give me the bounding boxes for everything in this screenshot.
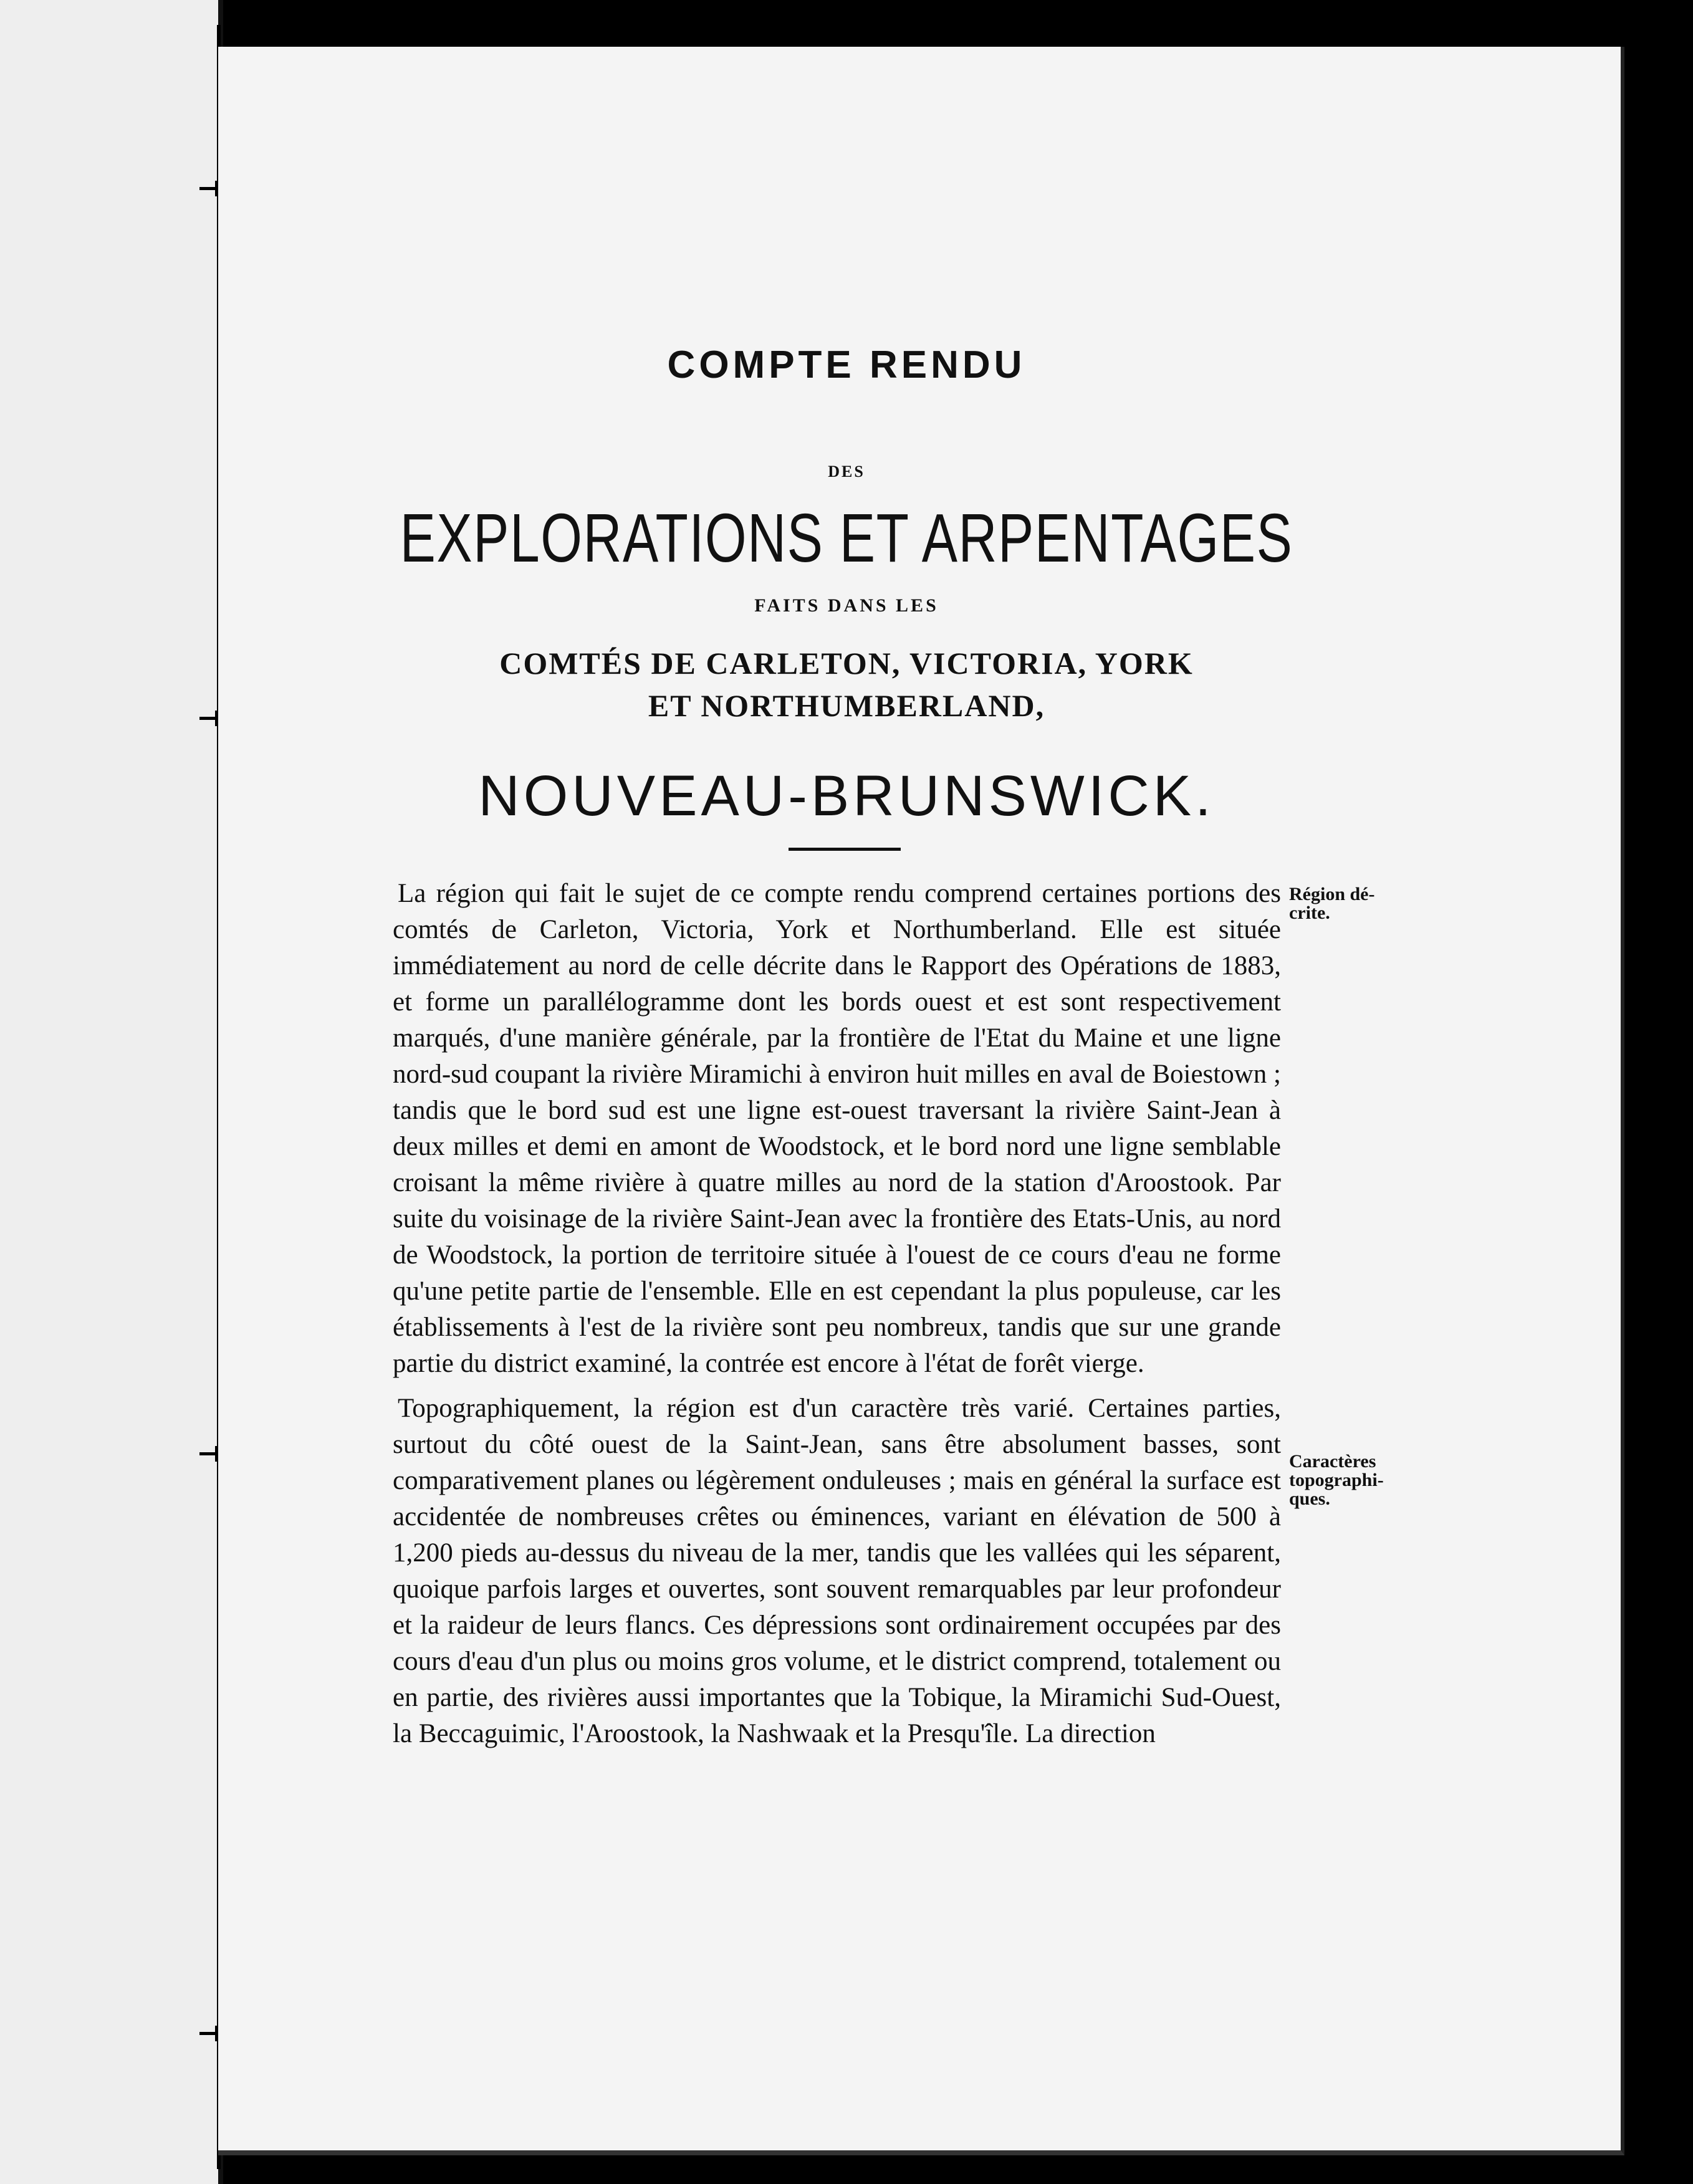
body-text — [393, 876, 1281, 1761]
heading-comtes-line1: COMTÉS DE CARLETON, VICTORIA, YORK — [499, 646, 1194, 681]
heading-faits: FAITS DANS LES — [754, 595, 939, 616]
heading-comtes-line2: ET NORTHUMBERLAND, — [648, 688, 1045, 723]
heading-explorations: EXPLORATIONS ET ARPENTAGES — [400, 500, 1293, 577]
heading-compte-rendu: COMPTE RENDU — [667, 343, 1026, 386]
margin-note-caracteres: Caractères topographi-ques. — [1289, 1451, 1384, 1509]
heading-des: DES — [828, 462, 865, 481]
binding-gutter — [0, 0, 223, 2184]
paragraph-region: La région qui fait le sujet de ce compte rendu comprend certaines portions des comtés de Carleton, Victoria, York et Northumberland. Elle est située immédiatement au nord de celle décrite dans le Rapport des Opérations de 1883, et forme un parallélogramme dont les bords ouest et est sont respectivement marqués, d'une manière générale, par la frontière de l'Etat du Maine et une ligne nord-sud coupant la rivière Miramichi à environ huit milles en aval de Boiestown ; tandis que le bord sud est une ligne est-ouest traversant la rivière Saint-Jean à deux milles et demi en amont de Woodstock, et le bord nord une ligne semblable croisant la même rivière à quatre milles au nord de la station d'Aroostook. Par suite du voisinage de la rivière Saint-Jean avec la frontière des Etats-Unis, au nord de Woodstock, la portion de territoire située à l'ouest de ce cours d'eau ne forme qu'une petite partie de l'ensemble. Elle en est cependant la plus populeuse, car les établissements à l'est de la rivière sont peu nombreux, tandis que sur une grande partie du district examiné, la contrée est encore à l'état de forêt vierge. — [393, 879, 1281, 1378]
paragraph-topographie: Topographiquement, la région est d'un caractère très varié. Certaines parties, surtout du côté ouest de la Saint-Jean, sans être absolument basses, sont comparativement planes ou légèrement onduleuses ; mais en général la surface est accidentée de nombreuses crêtes ou éminences, variant en élévation de 500 à 1,200 pieds au-dessus du niveau de la mer, tandis que les vallées qui les séparent, quoique parfois larges et ouvertes, sont souvent remarquables par leur profondeur et la raideur de leurs flancs. Ces dépressions sont ordinairement occupées par des cours d'eau d'un plus ou moins gros volume, et le district comprend, totalement ou en partie, des rivières aussi importantes que la Tobique, la Miramichi Sud-Ouest, la Beccaguimic, l'Aroostook, la Nashwaak et la Presqu'île. La direction — [393, 1394, 1281, 1748]
heading-comtes — [0, 642, 1693, 727]
heading-province: NOUVEAU-BRUNSWICK. — [478, 764, 1215, 828]
margin-note-region: Région dé-crite. — [1289, 884, 1375, 923]
title-rule — [789, 848, 901, 851]
